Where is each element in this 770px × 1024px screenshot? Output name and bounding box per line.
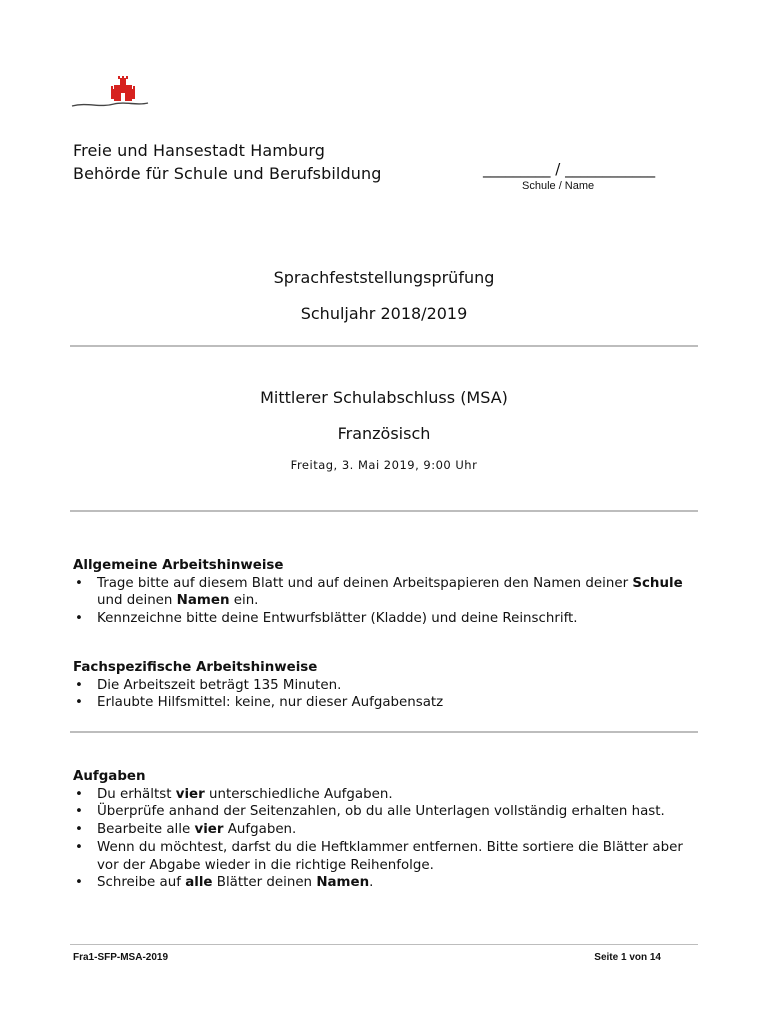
subject-instructions <box>73 659 698 712</box>
section-heading: Fachspezifische Arbeitshinweise <box>73 660 318 675</box>
instruction-text: Schreibe auf <box>97 875 186 891</box>
exam-title: Sprachfeststellungsprüfung <box>273 268 495 287</box>
instruction-text: Überprüfe anhand der Seitenzahlen, ob du alle Unterlagen vollständig erhalten hast. <box>97 804 665 820</box>
instruction-text: Kennzeichne bitte deine Entwurfsblätter (Kladde) und deine Reinschrift. <box>97 611 578 627</box>
divider <box>70 510 698 512</box>
emphasis-text: vier <box>175 786 205 802</box>
document-code: Fra1-SFP-MSA-2019 <box>73 952 169 963</box>
instruction-item <box>73 677 698 695</box>
instruction-list <box>73 786 698 892</box>
exam-date: Freitag, 3. Mai 2019, 9:00 Uhr <box>290 458 478 472</box>
emphasis-text: Namen <box>176 593 230 609</box>
instruction-text: Die Arbeitszeit beträgt 135 Minuten. <box>97 677 342 693</box>
general-instructions <box>73 557 698 628</box>
authority-city: Freie und Hansestadt Hamburg <box>73 141 326 160</box>
school-name-caption: Schule / Name <box>522 180 595 192</box>
instruction-list <box>73 677 698 712</box>
instruction-text: Aufgaben. <box>223 822 297 838</box>
instruction-text: Erlaubte Hilfsmittel: keine, nur dieser Aufgabensatz <box>97 695 444 711</box>
emphasis-text: vier <box>194 822 224 838</box>
instruction-item <box>73 694 698 712</box>
hamburg-castle-logo <box>70 75 150 115</box>
footer-divider <box>70 944 698 945</box>
instruction-text: Du erhältst <box>97 786 176 802</box>
instruction-list <box>73 575 698 628</box>
school-name-field[interactable]: _________ / ____________ <box>483 160 656 178</box>
instruction-text: Trage bitte auf diesem Blatt und auf deinen Arbeitspapieren den Namen deiner <box>97 575 633 591</box>
instruction-item <box>73 786 698 804</box>
instruction-text: Wenn du möchtest, darfst du die Heftklammer entfernen. Bitte sortiere die Blätter aber vor der Abgabe wieder in die richtige Reihenfolge. <box>97 839 683 873</box>
page-number: Seite 1 von 14 <box>594 952 661 963</box>
divider <box>70 345 698 347</box>
emphasis-text: Schule <box>632 575 683 591</box>
instruction-text: Bearbeite alle <box>97 822 195 838</box>
instruction-text: . <box>369 875 374 891</box>
divider <box>70 731 698 733</box>
school-year: Schuljahr 2018/2019 <box>300 304 468 323</box>
subject-title: Französisch <box>337 424 431 443</box>
instruction-item <box>73 575 698 610</box>
emphasis-text: alle <box>185 875 213 891</box>
section-heading: Allgemeine Arbeitshinweise <box>73 558 284 573</box>
instruction-text: unterschiedliche Aufgaben. <box>204 786 393 802</box>
instruction-text: Blätter deinen <box>212 875 317 891</box>
instruction-item <box>73 821 698 839</box>
degree-title: Mittlerer Schulabschluss (MSA) <box>260 388 508 407</box>
instruction-item <box>73 610 698 628</box>
task-instructions <box>73 768 698 892</box>
section-heading: Aufgaben <box>73 769 146 784</box>
instruction-item <box>73 803 698 821</box>
instruction-text: ein. <box>229 593 259 609</box>
emphasis-text: Namen <box>316 875 370 891</box>
instruction-item <box>73 839 698 874</box>
instruction-text: und deinen <box>97 593 177 609</box>
authority-department: Behörde für Schule und Berufsbildung <box>73 164 382 183</box>
instruction-item <box>73 874 698 892</box>
